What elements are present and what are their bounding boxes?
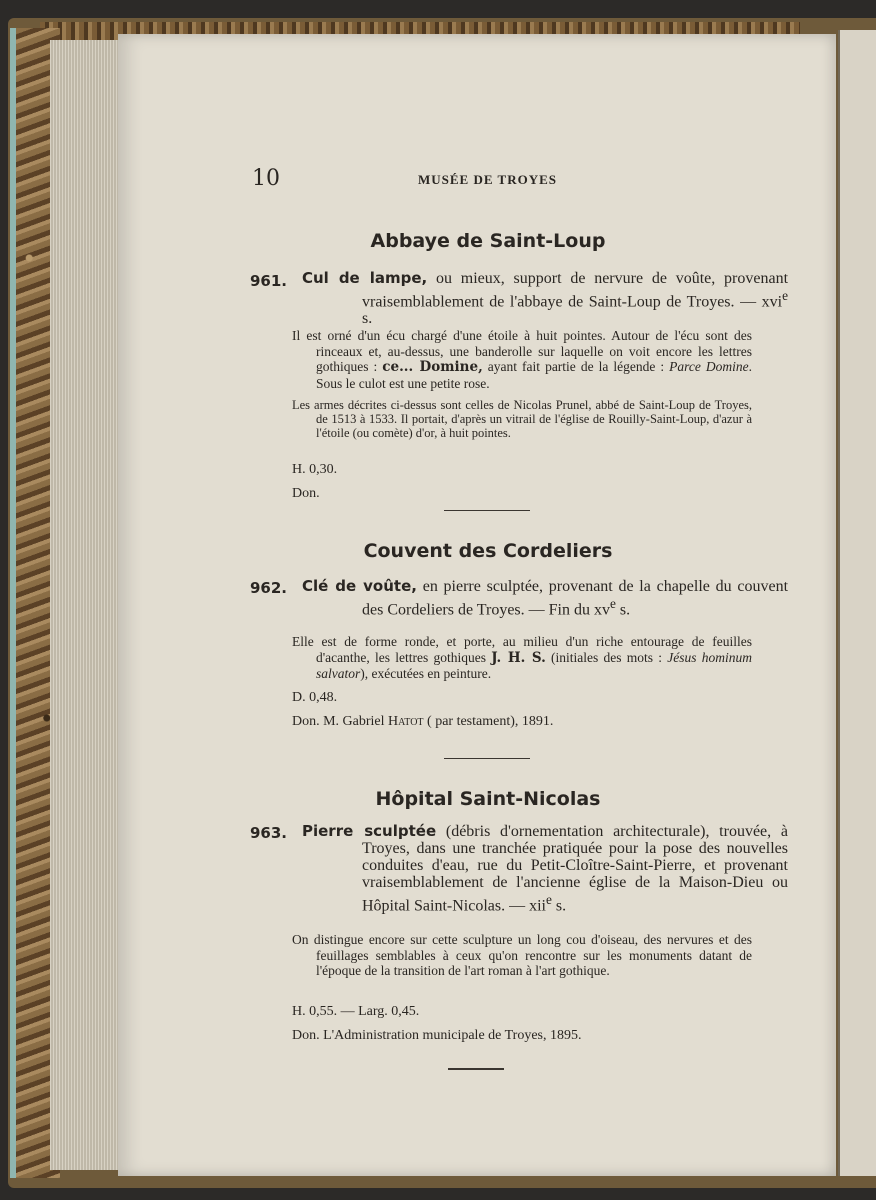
page-content bbox=[118, 34, 836, 1176]
entry-962-note-1 bbox=[292, 634, 752, 682]
entry-962-gothic-letters: J. H. S. bbox=[491, 649, 546, 666]
entry-962-provenance-b: ( par testament), 1891. bbox=[423, 714, 554, 729]
page-stack-edge bbox=[50, 40, 122, 1170]
entry-961-provenance: Don. bbox=[292, 486, 320, 501]
entry-962-provenance bbox=[292, 714, 553, 730]
entry-962-description-end: s. bbox=[615, 601, 631, 619]
entry-961-text bbox=[302, 270, 788, 327]
entry-963-dimension: H. 0,55. — Larg. 0,45. bbox=[292, 1004, 420, 1019]
entry-962-note-1a: Elle est de forme ronde, et porte, au milieu d'un riche entourage de feuilles d'acanthe, les lettres gothiques bbox=[292, 634, 752, 665]
entry-963-text bbox=[302, 823, 788, 914]
book-page bbox=[118, 34, 836, 1176]
entry-962-motto: Jésus hominum salvator bbox=[316, 649, 752, 681]
entry-963-description-end: s. bbox=[551, 897, 567, 915]
entry-number-962: 962. bbox=[250, 579, 288, 597]
entry-961-note-1a: Il est orné d'un écu chargé d'une étoile à huit pointes. Autour de l'écu sont des rinceaux et, au-dessus, une banderolle sur laquelle on voit encore les lettres gothiques : bbox=[292, 328, 752, 374]
entry-962-dimension: D. 0,48. bbox=[292, 690, 338, 705]
entry-962-note-1b: (initiales des mots : bbox=[545, 649, 668, 665]
entry-961-gothic-letters: ce... Domine, bbox=[382, 359, 483, 375]
entry-961-note-1c: . Sous le culot est une petite rose. bbox=[316, 359, 752, 391]
entry-961-note-1 bbox=[292, 328, 752, 391]
entry-962-object: Clé de voûte, bbox=[302, 577, 417, 595]
entry-962-text bbox=[302, 578, 788, 618]
entry-961-note-1b: ayant fait partie de la légende : bbox=[482, 359, 670, 374]
section-divider bbox=[444, 510, 530, 511]
entry-961-century-sup: e bbox=[782, 288, 788, 303]
section-title-saint-loup: Abbaye de Saint-Loup bbox=[370, 230, 606, 252]
section-title-cordeliers: Couvent des Cordeliers bbox=[363, 540, 613, 562]
entry-963-provenance: Don. L'Administration municipale de Troyes, 1895. bbox=[292, 1028, 582, 1043]
entry-963-object: Pierre sculptée bbox=[302, 822, 437, 840]
entry-962-description: en pierre sculptée, provenant de la chapelle du couvent des Cordeliers de Troyes. — Fin du xv bbox=[362, 578, 789, 619]
entry-961-legend: Parce Domine bbox=[669, 359, 749, 374]
entry-961-description: ou mieux, support de nervure de voûte, provenant vraisemblablement de l'abbaye de Saint-Loup de Troyes. — xvi bbox=[362, 270, 789, 311]
entry-962-donor-name: Hatot bbox=[388, 714, 424, 729]
facing-page-edge bbox=[838, 30, 876, 1176]
section-divider bbox=[444, 758, 530, 759]
entry-number-961: 961. bbox=[250, 272, 288, 290]
entry-962-note-1c: ), exécutées en peinture. bbox=[360, 666, 492, 681]
entry-961-dimension: H. 0,30. bbox=[292, 462, 338, 477]
entry-number-963: 963. bbox=[250, 824, 288, 842]
entry-963-description: (débris d'ornementation architecturale), trouvée, à Troyes, dans une tranchée pratiquée pour la pose des nouvelles conduites d'eau, rue du Petit-Cloître-Saint-Pierre, et provenant vraisemblablement de l'ancienne église de la Maison-Dieu ou Hôpital Saint-Nicolas. — xii bbox=[362, 823, 788, 915]
entry-961-note-2: Les armes décrites ci-dessus sont celles de Nicolas Prunel, abbé de Saint-Loup de Troyes, de 1513 à 1533. Il portait, d'après un vitrail de l'église de Rouilly-Saint-Loup, d'azur à l'étoile (ou comète) d'or, à huit pointes. bbox=[292, 398, 752, 440]
entry-963-century-sup: e bbox=[545, 892, 552, 907]
section-title-saint-nicolas: Hôpital Saint-Nicolas bbox=[375, 788, 601, 810]
entry-962-provenance-a: Don. M. Gabriel bbox=[292, 714, 389, 729]
page-number: 10 bbox=[252, 166, 280, 191]
running-head: MUSÉE DE TROYES bbox=[418, 172, 558, 187]
end-divider bbox=[448, 1068, 504, 1070]
entry-961-object: Cul de lampe, bbox=[302, 269, 428, 287]
entry-961-description-end: s. bbox=[362, 310, 373, 328]
entry-962-century-sup: e bbox=[610, 596, 616, 611]
entry-963-note-1: On distingue encore sur cette sculpture un long cou d'oiseau, des nervures et des feuillages semblables à ceux qu'on rencontre sur les monuments datant de l'époque de la transition de l'art roman à l'art gothique. bbox=[292, 932, 752, 978]
